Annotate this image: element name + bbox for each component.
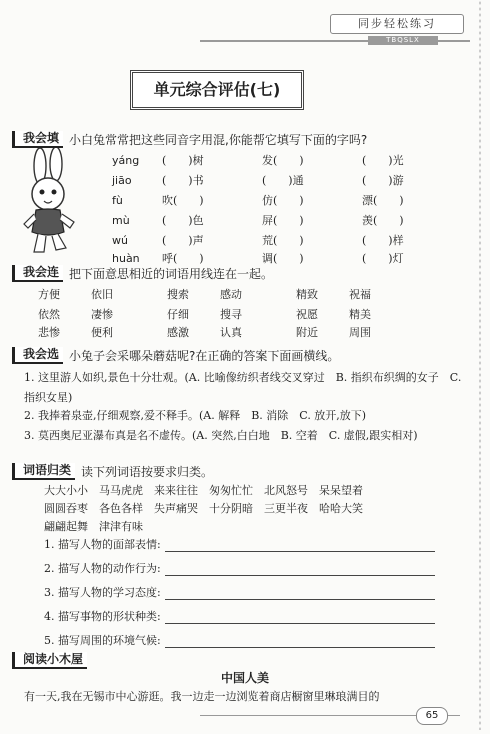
question-text: 2. 描写人物的动作行为: (44, 562, 161, 575)
section-instruction: 小兔子会采哪朵蘑菇呢?在正确的答案下面画横线。 (69, 348, 340, 363)
blank-2[interactable]: 荒( ) (262, 234, 304, 247)
word[interactable]: 祝福 (349, 288, 371, 301)
page-header (0, 0, 490, 50)
blank-3[interactable]: 漂( ) (362, 194, 404, 207)
blank-2[interactable]: 发( ) (262, 154, 304, 167)
section-instruction: 读下列词语按要求归类。 (81, 464, 214, 479)
blank-3[interactable]: ( )光 (362, 154, 404, 167)
section-tag: 我会填 (12, 131, 63, 148)
classify-question (44, 560, 435, 576)
word-bank-line: 大大小小 马马虎虎 来来往往 匆匆忙忙 北风怒号 呆呆望着 (44, 484, 363, 497)
word[interactable]: 附近 (296, 326, 318, 339)
pinyin-row (112, 172, 462, 188)
blank-3[interactable]: ( )灯 (362, 252, 404, 265)
pinyin-label: huàn (112, 251, 140, 265)
story-paragraph: 有一天,我在无锡市中心游逛。我一边走一边浏览着商店橱窗里琳琅满目的 (24, 690, 380, 703)
section-tag: 词语归类 (12, 463, 75, 480)
blank-1[interactable]: 吹( ) (162, 194, 204, 207)
series-badge: 同步轻松练习 (330, 14, 464, 34)
word[interactable]: 悲惨 (38, 326, 60, 339)
word[interactable]: 认真 (220, 326, 242, 339)
blank-2[interactable]: 屏( ) (262, 214, 304, 227)
classify-question (44, 584, 435, 600)
blank-1[interactable]: ( )书 (162, 174, 204, 187)
word[interactable]: 凄惨 (91, 308, 113, 321)
word-row (38, 286, 402, 302)
choice-question-1[interactable]: 1. 这里游人如织,景色十分壮观。(A. 比喻像纺织者线交叉穿过 B. 指织布织绸的女子 C. 指织女星) (24, 371, 462, 404)
pinyin-label: yáng (112, 153, 140, 167)
blank-3[interactable]: 羡( ) (362, 214, 404, 227)
pinyin-row (112, 212, 462, 228)
section-instruction: 小白兔常常把这些同音字用混,你能帮它填写下面的字吗? (69, 132, 368, 147)
word[interactable]: 方便 (38, 288, 60, 301)
section-reading (12, 651, 87, 669)
blank-2[interactable]: 仿( ) (262, 194, 304, 207)
classify-question (44, 608, 435, 624)
story-title: 中国人美 (220, 671, 269, 685)
pinyin-row (112, 192, 462, 208)
page-title: 单元综合评估(七) (130, 70, 304, 110)
section-tag: 阅读小木屋 (12, 652, 87, 669)
word[interactable]: 祝愿 (296, 308, 318, 321)
choice-question-2[interactable]: 2. 我捧着泉壶,仔细观察,爱不释手。(A. 解释 B. 消除 C. 放开,放下) (24, 409, 367, 422)
pinyin-label: jiāo (112, 173, 132, 187)
word[interactable]: 周围 (349, 326, 371, 339)
question-text: 5. 描写周围的环境气候: (44, 634, 161, 647)
blank-1[interactable]: ( )声 (162, 234, 204, 247)
section-match (12, 264, 273, 282)
pinyin-label: mù (112, 213, 130, 227)
question-text: 3. 描写人物的学习态度: (44, 586, 161, 599)
rabbit-illustration (18, 148, 80, 260)
word[interactable]: 依旧 (91, 288, 113, 301)
blank-1[interactable]: ( )色 (162, 214, 204, 227)
pinyin-label: wú (112, 233, 128, 247)
answer-line[interactable] (165, 587, 435, 600)
word[interactable]: 便利 (91, 326, 113, 339)
word[interactable]: 感激 (167, 326, 189, 339)
section-classify (12, 462, 213, 480)
pinyin-label: fù (112, 193, 123, 207)
answer-line[interactable] (165, 563, 435, 576)
section-tag: 我会选 (12, 347, 63, 364)
answer-line[interactable] (165, 635, 435, 648)
blank-2[interactable]: 调( ) (262, 252, 304, 265)
classify-question (44, 536, 435, 552)
answer-line[interactable] (165, 539, 435, 552)
word[interactable]: 搜寻 (220, 308, 242, 321)
answer-line[interactable] (165, 611, 435, 624)
word[interactable]: 精致 (296, 288, 318, 301)
question-text: 4. 描写事物的形状种类: (44, 610, 161, 623)
page-number: 65 (416, 707, 448, 725)
word-bank-line: 圆圆吞枣 各色各样 失声痛哭 十分阴暗 三更半夜 哈哈大笑 (44, 502, 363, 515)
blank-3[interactable]: ( )样 (362, 234, 404, 247)
section-fill (12, 130, 367, 148)
word[interactable]: 感动 (220, 288, 242, 301)
blank-3[interactable]: ( )游 (362, 174, 404, 187)
word[interactable]: 精美 (349, 308, 371, 321)
word-bank-line: 翩翩起舞 津津有味 (44, 520, 143, 533)
section-tag: 我会连 (12, 265, 63, 282)
word-row (38, 306, 402, 322)
question-text: 1. 描写人物的面部表情: (44, 538, 161, 551)
blank-2[interactable]: ( )通 (262, 174, 304, 187)
blank-1[interactable]: 呼( ) (162, 252, 204, 265)
word-row (38, 324, 402, 340)
word[interactable]: 仔细 (167, 308, 189, 321)
pinyin-row (112, 232, 462, 248)
word[interactable]: 依然 (38, 308, 60, 321)
section-choose (12, 346, 339, 364)
pinyin-row (112, 152, 462, 168)
word[interactable]: 搜索 (167, 288, 189, 301)
blank-1[interactable]: ( )树 (162, 154, 204, 167)
series-pinyin: TBQSLX (368, 36, 438, 45)
classify-question (44, 632, 435, 648)
section-instruction: 把下面意思相近的词语用线连在一起。 (69, 266, 274, 281)
margin-dots (478, 0, 482, 730)
choice-question-3[interactable]: 3. 莫西奥尼亚瀑布真是名不虚传。(A. 突然,白白地 B. 空着 C. 虚假,跟实相对) (24, 429, 418, 442)
